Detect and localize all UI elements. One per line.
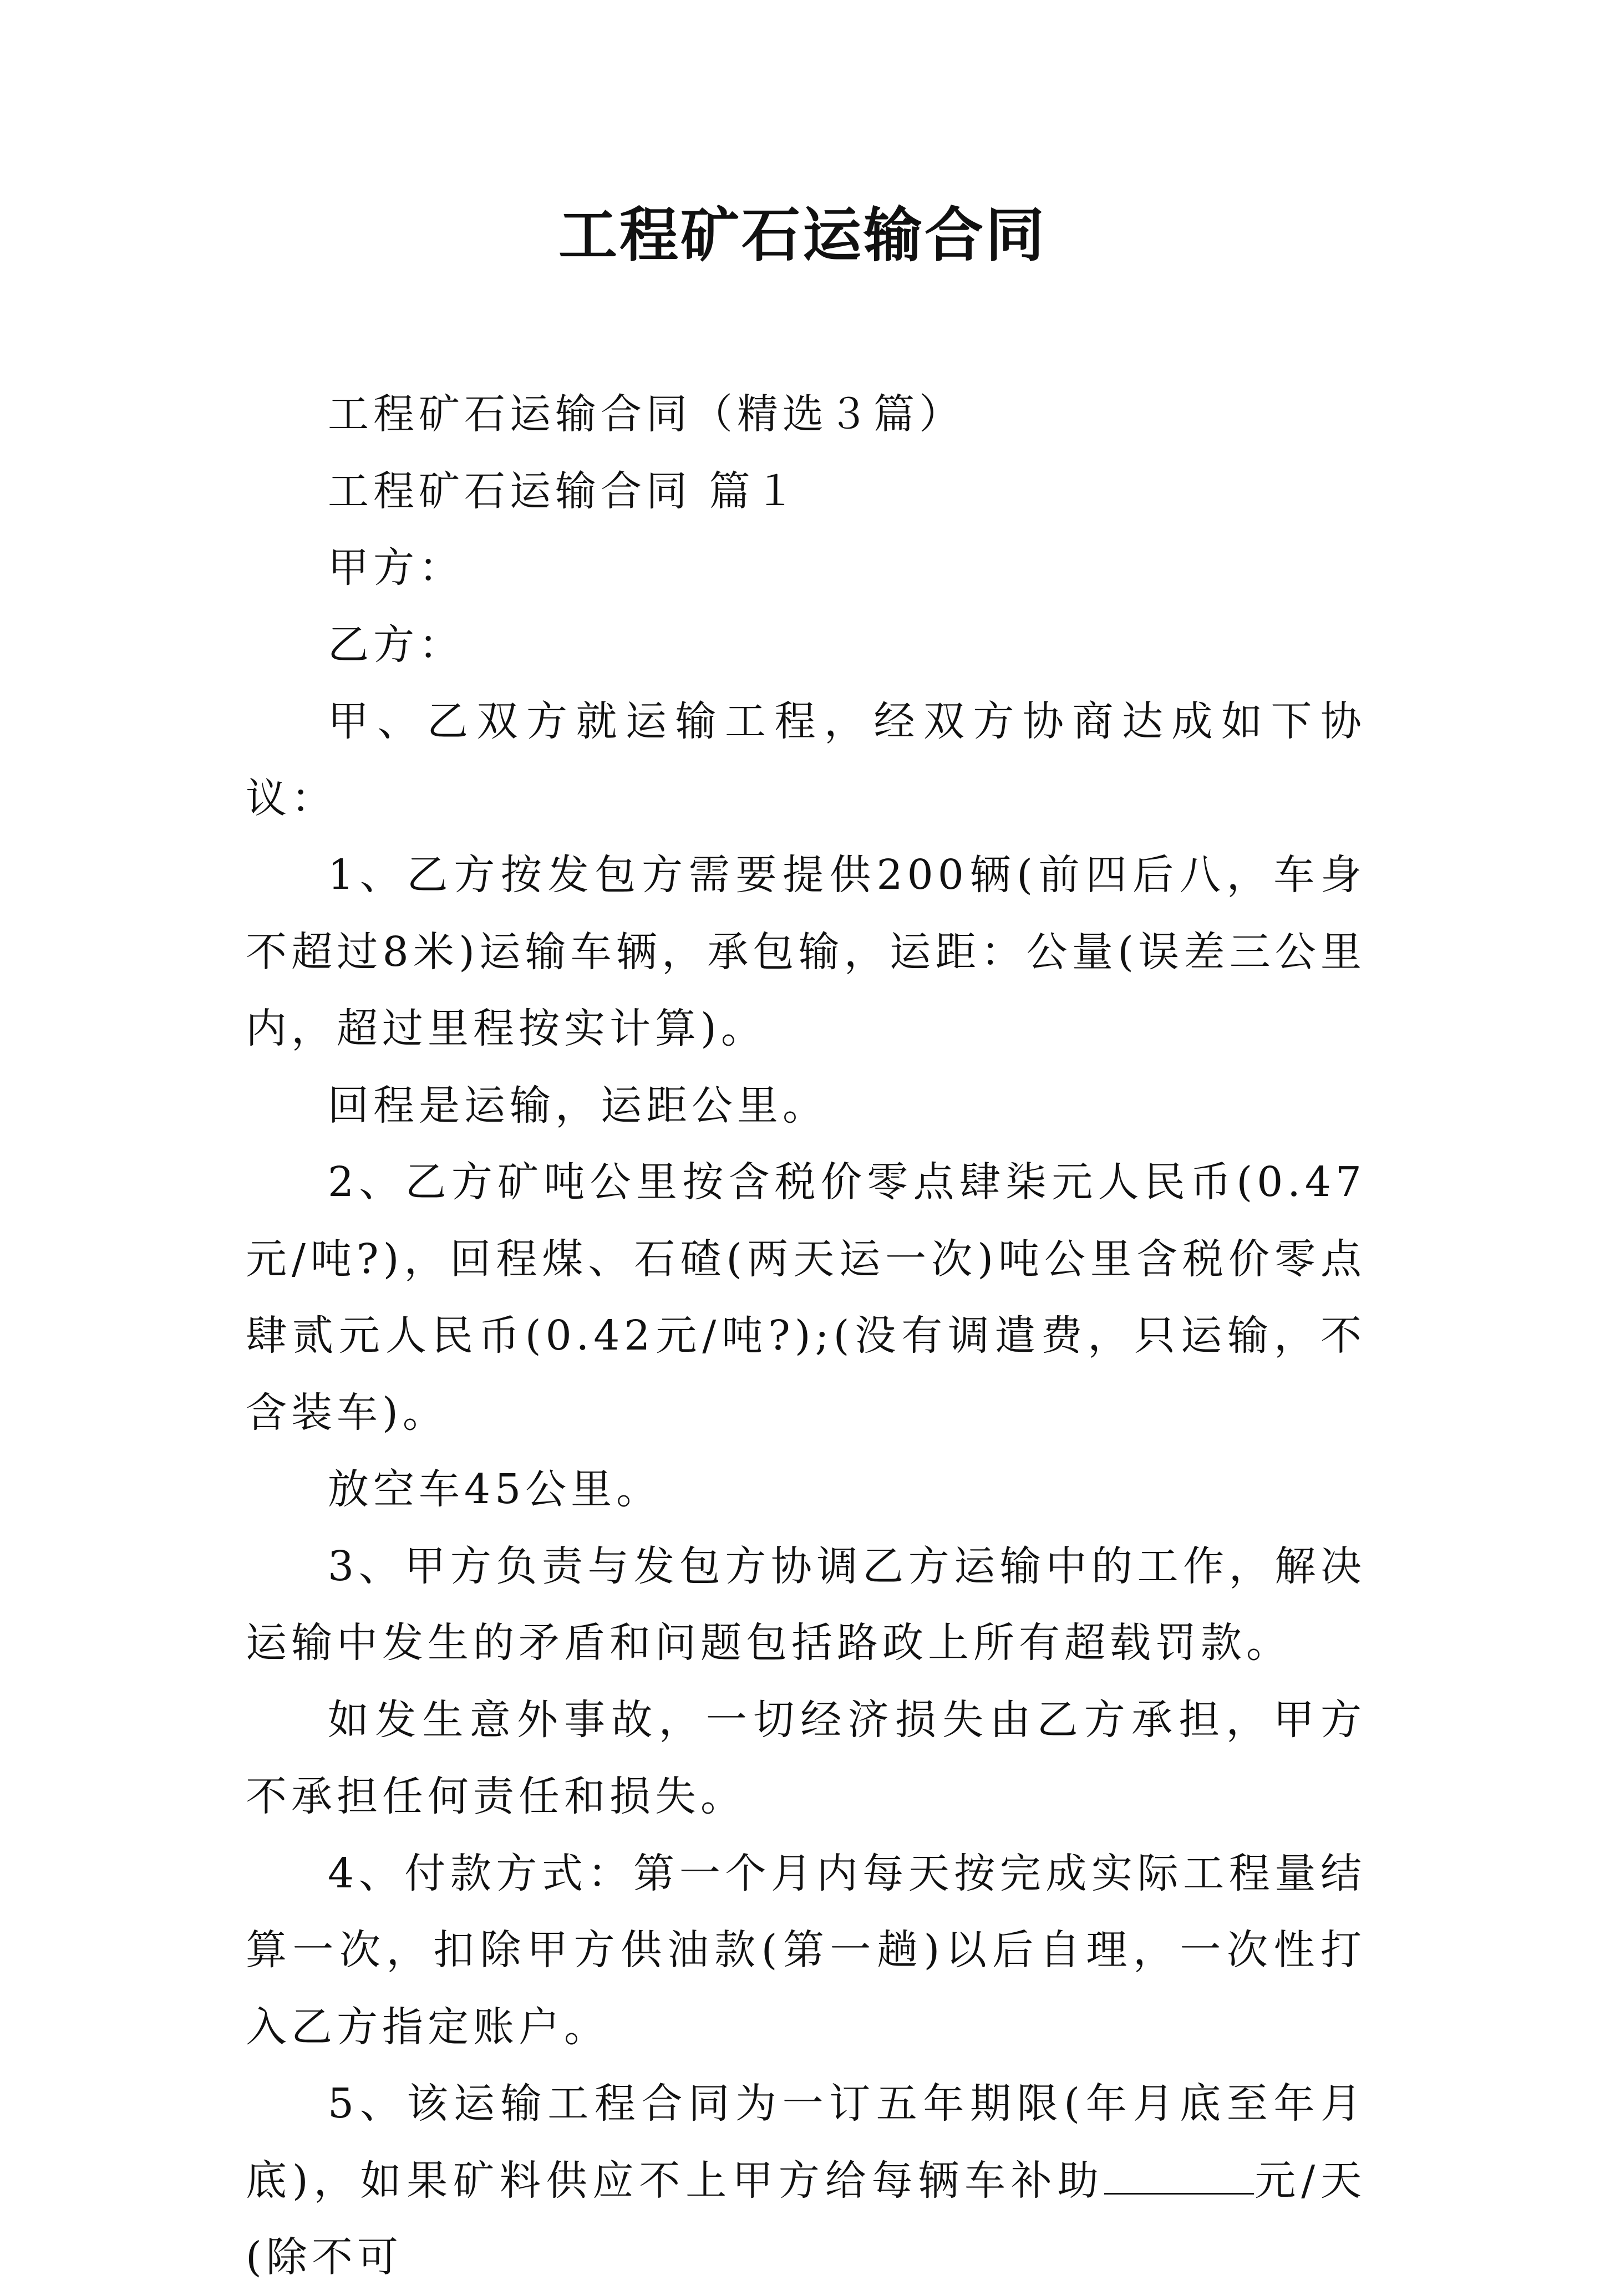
paragraph-agreement-intro: 甲、乙双方就运输工程，经双方协商达成如下协议： [246, 698, 1366, 822]
clause-5-text-after: 元/天(除不可 [246, 2156, 1366, 2281]
paragraph-party-b: 乙方： [328, 620, 464, 669]
paragraph-accident: 如发生意外事故，一切经济损失由乙方承担，甲方不承担任何责任和损失。 [246, 1696, 1366, 1820]
document-title: 工程矿石运输合同 [558, 201, 1047, 269]
paragraph-party-a: 甲方： [328, 544, 464, 592]
paragraph-clause-3: 3、甲方负责与发包方协调乙方运输中的工作，解决运输中发生的矛盾和问题包括路政上所有超载罚款。 [246, 1542, 1366, 1667]
paragraph-subtitle: 工程矿石运输合同（精选３篇） [328, 390, 964, 438]
paragraph-empty-run: 放空车45公里。 [328, 1465, 662, 1513]
paragraph-clause-5 [246, 2065, 1366, 2296]
document-body [246, 376, 1366, 2296]
paragraph-section-heading: 工程矿石运输合同 篇１ [328, 467, 800, 515]
fill-in-blank [1104, 2156, 1254, 2195]
paragraph-clause-4: 4、付款方式：第一个月内每天按完成实际工程量结算一次，扣除甲方供油款(第一趟)以后自理，一次性打入乙方指定账户。 [246, 1849, 1366, 2051]
paragraph-clause-2: 2、乙方矿吨公里按含税价零点肆柒元人民币(0.47元/吨?)，回程煤、石碴(两天运一次)吨公里含税价零点肆贰元人民币(0.42元/吨?);(没有调遣费，只运输，不含装车)。 [246, 1158, 1366, 1437]
paragraph-clause-1: 1、乙方按发包方需要提供200辆(前四后八，车身不超过8米)运输车辆，承包输，运距：公量(误差三公里内，超过里程按实计算)。 [246, 851, 1366, 1052]
clause-5-text-before: 5、该运输工程合同为一订五年期限(年月底至年月底)，如果矿料供应不上甲方给每辆车补助 [246, 2080, 1366, 2205]
paragraph-return-trip: 回程是运输，运距公里。 [328, 1081, 828, 1129]
